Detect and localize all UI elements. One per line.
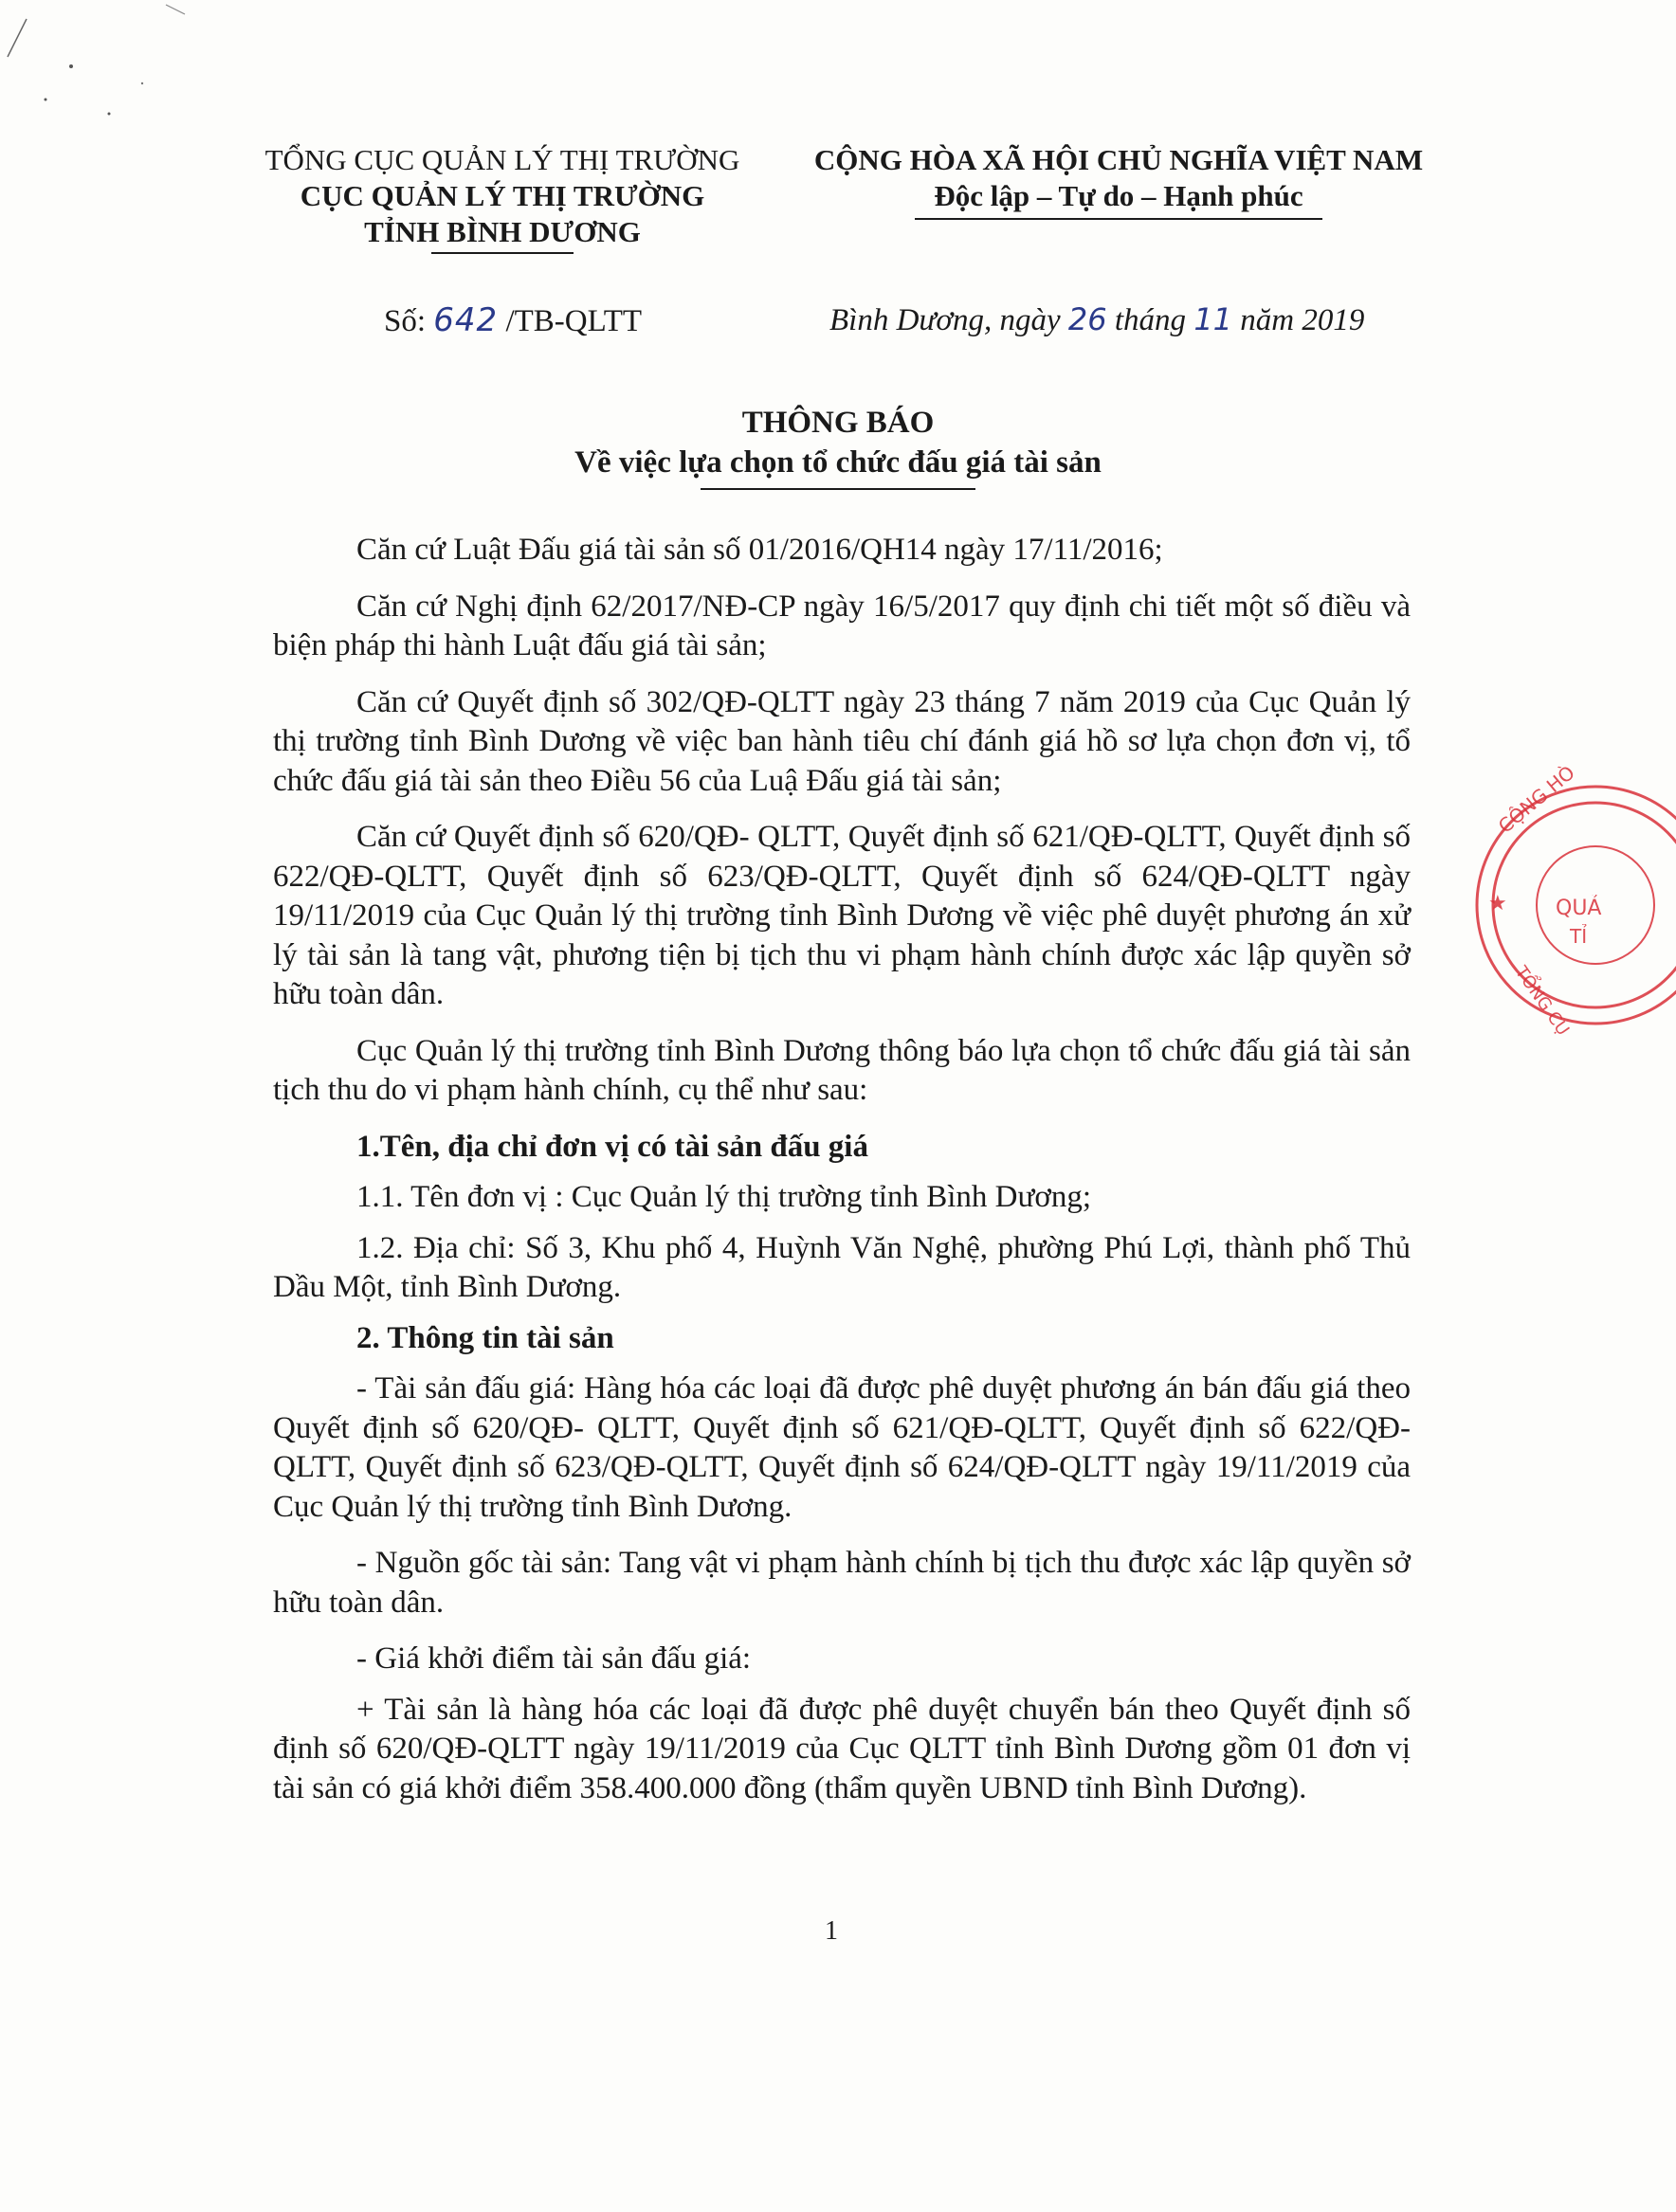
date-month-label: tháng [1106,303,1194,337]
section-2-heading: 2. Thông tin tài sản [356,1320,614,1355]
document-date [829,301,1364,338]
scan-speck-marks [0,0,190,152]
document-title [0,403,1676,490]
document-number [384,301,642,339]
title-main: THÔNG BÁO [741,406,935,440]
svg-text:CỘNG HÒ: CỘNG HÒ [1493,760,1579,838]
agency-province: TỈNH BÌNH DƯƠNG [364,215,641,248]
national-motto: Độc lập – Tự do – Hạnh phúc [934,179,1303,212]
section-2-starting-price-label: - Giá khởi điểm tài sản đấu giá: [356,1641,752,1676]
title-subtitle: Về việc lựa chọn tổ chức đấu giá tài sản [574,445,1102,480]
document-body [273,531,1411,1825]
announcement-intro: Cục Quản lý thị trường tỉnh Bình Dương thông báo lựa chọn tổ chức đấu giá tài sản tịch thu do vi phạm hành chính, cụ thể như sau: [273,1033,1411,1107]
legal-basis-3: Căn cứ Quyết định số 302/QĐ-QLTT ngày 23 tháng 7 năm 2019 của Cục Quản lý thị trường tỉnh Bình Dương về việc ban hành tiêu chí đánh giá hồ sơ lựa chọn đơn vị, tổ chức đấu giá tài sản theo Điều 56 của Luậ Đấu giá tài sản; [273,684,1411,798]
national-title: CỘNG HÒA XÃ HỘI CHỦ NGHĨA VIỆT NAM [813,143,1424,176]
official-seal-stamp [1467,760,1657,1040]
section-1-1: 1.1. Tên đơn vị : Cục Quản lý thị trường tỉnh Bình Dương; [356,1180,1091,1214]
date-prefix: Bình Dương, ngày [829,303,1068,337]
section-2-starting-price-detail: + Tài sản là hàng hóa các loại đã được phê duyệt chuyển bán theo Quyết định số định số 620/QĐ-QLTT ngày 19/11/2019 của Cục QLTT tỉnh Bình Dương gồm 01 đơn vị tài sản có giá khởi điểm 358.400.000 đồng (thẩm quyền UBND tỉnh Bình Dương). [273,1692,1411,1805]
motto-underline [915,218,1322,220]
title-underline [701,488,975,490]
document-number-prefix: Số: [384,304,434,338]
svg-text:★: ★ [1488,892,1507,916]
date-day: 26 [1067,301,1107,337]
section-2-assets: - Tài sản đấu giá: Hàng hóa các loại đã được phê duyệt phương án bán đấu giá theo Quyết định số 620/QĐ- QLTT, Quyết định số 621/QĐ-QLTT, Quyết định số 622/QĐ-QLTT, Quyết định số 623/QĐ-QLTT, Quyết định số 624/QĐ-QLTT ngày 19/11/2019 của Cục Quản lý thị trường tỉnh Bình Dương. [273,1371,1411,1524]
document-number-suffix: /TB-QLTT [498,304,643,338]
legal-basis-2: Căn cứ Nghị định 62/2017/NĐ-CP ngày 16/5/2017 quy định chi tiết một số điều và biện pháp thi hành Luật đấu giá tài sản; [273,589,1411,662]
svg-text:TỈ: TỈ [1570,925,1588,948]
document-number-handwritten: 642 [433,301,499,339]
date-month: 11 [1193,301,1233,337]
section-1-heading: 1.Tên, địa chỉ đơn vị có tài sản đấu giá [356,1129,868,1164]
national-header [787,142,1450,220]
legal-basis-1: Căn cứ Luật Đấu giá tài sản số 01/2016/QH14 ngày 17/11/2016; [356,533,1163,567]
parent-agency-name: TỔNG CỤC QUẢN LÝ THỊ TRƯỜNG [264,143,740,176]
agency-underline [431,252,574,254]
section-1-2: 1.2. Địa chỉ: Số 3, Khu phố 4, Huỳnh Văn Nghệ, phường Phú Lợi, thành phố Thủ Dầu Một, tỉnh Bình Dương. [273,1230,1411,1304]
svg-text:QUẢ: QUẢ [1556,897,1602,920]
section-2-origin: - Nguồn gốc tài sản: Tang vật vi phạm hành chính bị tịch thu được xác lập quyền sở hữu toàn dân. [273,1546,1411,1620]
page-number: 1 [825,1916,838,1946]
legal-basis-4: Căn cứ Quyết định số 620/QĐ- QLTT, Quyết định số 621/QĐ-QLTT, Quyết định số 622/QĐ-QLTT, Quyết định số 623/QĐ-QLTT, Quyết định số 624/QĐ-QLTT ngày 19/11/2019 của Cục Quản lý thị trường tỉnh Bình Dương về việc phê duyệt phương án xử lý tài sản là tang vật, phương tiện bị tịch thu vi phạm hành chính được xác lập quyền sở hữu toàn dân. [273,820,1411,1011]
svg-text:TỔNG CỤ: TỔNG CỤ [1510,962,1574,1040]
agency-header [242,142,763,254]
agency-name: CỤC QUẢN LÝ THỊ TRƯỜNG [300,179,705,212]
date-year: năm 2019 [1232,303,1365,337]
